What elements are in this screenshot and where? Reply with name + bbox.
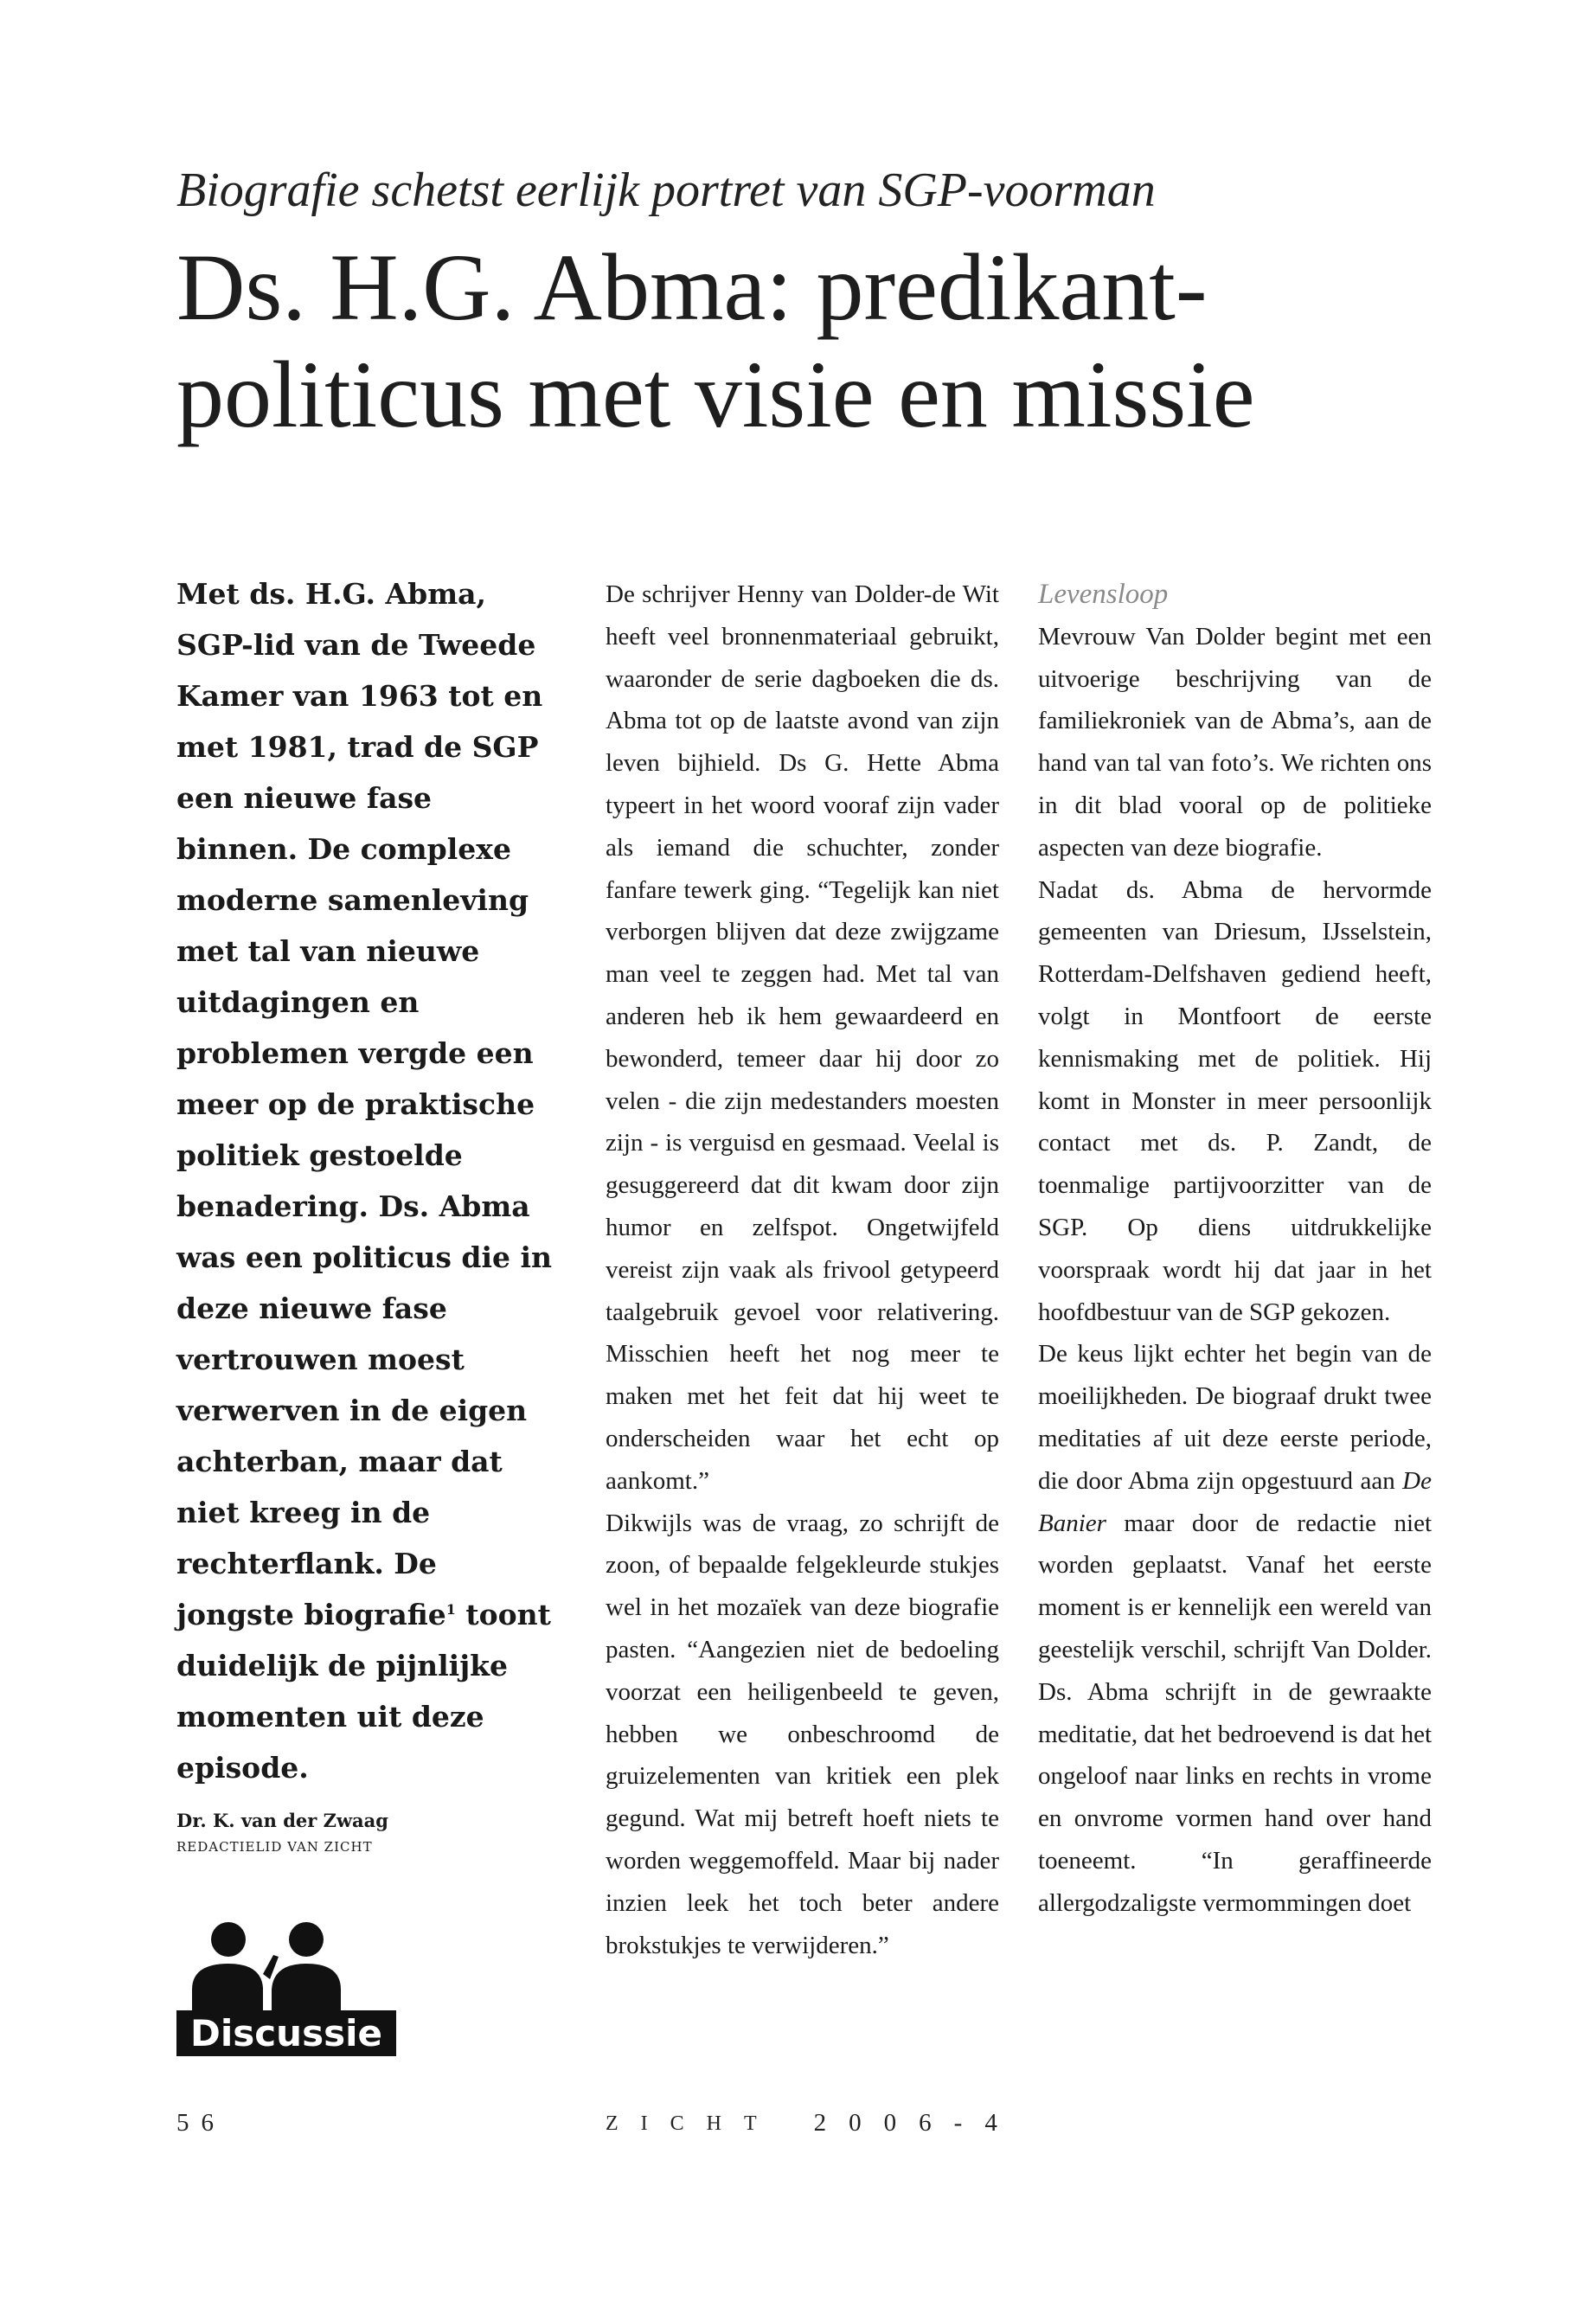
article-kicker: Biografie schetst eerlijk portret van SGP-voorman — [176, 163, 1156, 217]
discussie-logo — [176, 1913, 396, 2056]
intro-lead — [176, 568, 557, 1793]
magazine-name: ZICHT — [606, 2112, 779, 2135]
article-headline — [176, 234, 1457, 448]
paragraph: Mevrouw Van Dolder begint met een uitvoerige beschrijving van de familiekroniek van de Abma’s, aan de hand van tal van foto’s. We richten ons in dit blad vooral op de politieke aspecten van deze biografie. — [1038, 622, 1432, 862]
issue-number: 2006-4 — [813, 2109, 1020, 2137]
paragraph — [1038, 1333, 1432, 1924]
intro-text-end: toont duidelijk de pijnlijke momenten uit deze episode. — [176, 1598, 551, 1785]
paragraph-text: De keus lijkt echter het begin van de moeilijkheden. De biograaf drukt twee meditaties af uit deze eerste periode, die door Abma zijn opgestuurd aan — [1038, 1340, 1432, 1495]
body-column-2 — [606, 574, 999, 1966]
headline-line-1: Ds. H.G. Abma: predikant- — [176, 234, 1208, 340]
author-block — [176, 1806, 557, 1858]
paragraph: De schrijver Henny van Dolder-de Wit heeft veel bronnenmateriaal gebruikt, waaronder de serie dagboeken die ds. Abma tot op de laatste avond van zijn leven bijhield. Ds G. Hette Abma typeert in het woord vooraf zijn vader als iemand die schuchter, zonder fanfare tewerk ging. “Tegelijk kan niet verborgen blijven dat deze zwijgzame man veel te zeggen had. Met tal van anderen heb ik hem gewaardeerd en bewonderd, temeer daar hij door zo velen - die zijn medestanders moesten zijn - is verguisd en gesmaad. Veelal is gesuggereerd dat dit kwam door zijn humor en zelfspot. Ongetwijfeld vereist zijn vaak als frivool getypeerd taalgebruik gevoel voor relativering. Misschien heeft het nog meer te maken met het feit dat hij weet te onderscheiden waar het echt op aankomt.” — [606, 580, 999, 1495]
body-column-3 — [1038, 574, 1432, 1925]
discussie-label: Discussie — [176, 2010, 396, 2056]
headline-line-2: politicus met visie en missie — [176, 342, 1255, 447]
paragraph-text: maar door de redactie niet worden geplaatst. Vanaf het eerste moment is er kennelijk een wereld van geestelijk verschil, schrijft Van Dolder. Ds. Abma schrijft in de gewraakte meditatie, dat het bedroevend is dat het ongeloof naar links en rechts in vrome en onvrome vormen hand over hand toeneemt. “In geraffineerde allergodzaligste vermommingen doet — [1038, 1509, 1432, 1917]
section-subhead: Levensloop — [1038, 579, 1169, 610]
intro-text: Met ds. H.G. Abma, SGP-lid van de Tweede Kamer van 1963 tot en met 1981, trad de SGP een nieuwe fase binnen. De complexe moderne samenleving met tal van nieuwe uitdagingen en problemen vergde een meer op de praktische politiek gestoelde benadering. Ds. Abma was een politicus die in deze nieuwe fase vertrouwen moest verwerven in de eigen achterban, maar dat niet kreeg in de rechterflank. De jongste biografie — [176, 577, 553, 1631]
paragraph: Dikwijls was de vraag, zo schrijft de zoon, of bepaalde felgekleurde stukjes wel in het mozaïek van deze biografie pasten. “Aangezien niet de bedoeling voorzat een heiligenbeeld te geven, hebben we onbeschroomd de gruizelementen van kritiek een plek gegund. Wat mij betreft hoeft niets te worden weggemoffeld. Maar bij nader inzien leek het toch beter andere brokstukjes te verwijderen.” — [606, 1509, 999, 1959]
footnote-mark: 1 — [445, 1601, 456, 1618]
author-name: Dr. K. van der Zwaag — [176, 1810, 388, 1831]
discussion-figures-icon — [176, 1913, 396, 2017]
page-number: 56 — [176, 2109, 226, 2137]
author-role: REDACTIELID VAN ZICHT — [176, 1839, 373, 1855]
publication-title: De Banier — [1038, 1466, 1432, 1537]
paragraph: Nadat ds. Abma de hervormde gemeenten van Driesum, IJsselstein, Rotterdam-Delfshaven gediend heeft, volgt in Montfoort de eerste kennismaking met de politiek. Hij komt in Monster in meer persoonlijk contact met ds. P. Zandt, de toenmalige partijvoorzitter van de SGP. Op diens uitdrukkelijke voorspraak wordt hij dat jaar in het hoofdbestuur van de SGP gekozen. — [1038, 875, 1432, 1326]
